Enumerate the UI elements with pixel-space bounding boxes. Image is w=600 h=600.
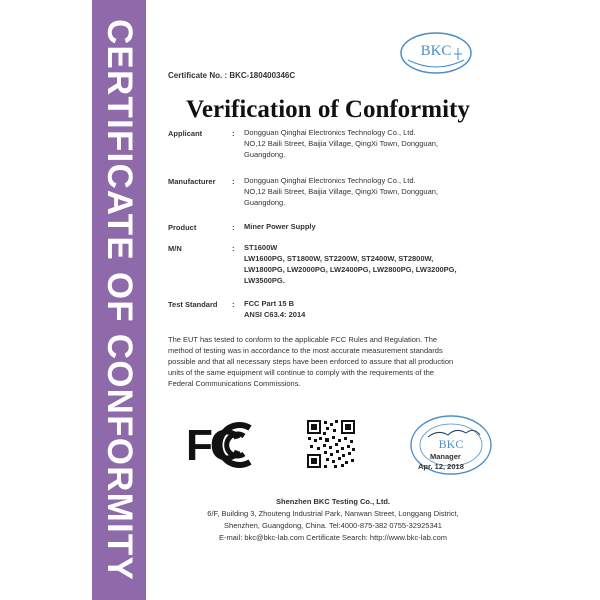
manufacturer-label: Manufacturer xyxy=(168,177,216,186)
fcc-logo-icon xyxy=(186,420,252,468)
model-line: LW1800PG, LW2000PG, LW2400PG, LW2800PG, LW3200PG, xyxy=(244,265,457,274)
test-standard-line: FCC Part 15 B xyxy=(244,299,295,308)
applicant-label: Applicant xyxy=(168,129,203,138)
model-line: LW1600PG, ST1800W, ST2200W, ST2400W, ST2800W, xyxy=(244,254,434,263)
sidebar-title: CERTIFICATE OF CONFORMITY xyxy=(100,18,139,582)
manufacturer-line: Guangdong. xyxy=(244,198,286,207)
manufacturer-value xyxy=(244,175,438,208)
bkc-logo-text: BKC xyxy=(420,43,452,59)
qr-code-icon xyxy=(306,419,356,469)
statement-line: units of the same equipment will continue to comply with the requirements of the xyxy=(168,368,434,377)
statement-line: The EUT has tested to conform to the applicable FCC Rules and Regulation. The xyxy=(168,335,438,344)
page-title: Verification of Conformity xyxy=(186,96,470,123)
model-label: M/N xyxy=(168,244,182,253)
test-standard-value xyxy=(244,298,305,320)
test-standard-line: ANSI C63.4: 2014 xyxy=(244,310,306,319)
test-standard-colon: : xyxy=(232,300,235,309)
model-line: ST1600W xyxy=(244,243,278,252)
applicant-line: Dongguan Qinghai Electronics Technology Co., Ltd. xyxy=(244,128,416,137)
applicant-value xyxy=(244,127,438,160)
applicant-colon: : xyxy=(232,129,235,138)
product-label: Product xyxy=(168,223,197,232)
fcc-logo-text: FC xyxy=(186,421,239,468)
footer-line: E-mail: bkc@bkc-lab.com Certificate Search: http://www.bkc-lab.com xyxy=(218,533,448,542)
footer-company: Shenzhen BKC Testing Co., Ltd. xyxy=(275,497,391,506)
model-colon: : xyxy=(232,244,235,253)
applicant-line: NO,12 Baili Street, Baijia Village, QingXi Town, Dongguan, xyxy=(244,139,439,148)
model-value xyxy=(244,242,457,286)
manufacturer-line: NO,12 Baili Street, Baijia Village, QingXi Town, Dongguan, xyxy=(244,187,439,196)
footer xyxy=(168,496,498,544)
statement-line: Federal Communications Commissions. xyxy=(168,379,301,388)
footer-line: 6/F, Building 3, Zhouteng Industrial Park, Nanwan Street, Longgang District, xyxy=(207,509,459,518)
manufacturer-colon: : xyxy=(232,177,235,186)
test-standard-label: Test Standard xyxy=(168,300,218,309)
statement-line: method of testing was in accordance to the most accurate measurement standards xyxy=(168,346,443,355)
applicant-line: Guangdong. xyxy=(244,150,286,159)
footer-line: Shenzhen, Guangdong, China. Tel:4000-875-382 0755-32925341 xyxy=(224,521,442,530)
model-line: LW3500PG. xyxy=(244,276,285,285)
certificate-number: Certificate No. : BKC-180400346C xyxy=(168,71,296,80)
statement-line: possible and that all necessary steps have been enforced to assure that all production xyxy=(168,357,454,366)
bkc-logo xyxy=(398,30,474,76)
product-line: Miner Power Supply xyxy=(244,222,316,231)
product-value xyxy=(244,221,316,232)
conformity-statement xyxy=(168,334,498,389)
signatory-role: Manager xyxy=(430,452,461,461)
product-colon: : xyxy=(232,223,235,232)
manufacturer-line: Dongguan Qinghai Electronics Technology Co., Ltd. xyxy=(244,176,416,185)
signature-date: Apr. 12, 2018 xyxy=(418,462,464,471)
stamp-text: BKC xyxy=(438,437,464,451)
